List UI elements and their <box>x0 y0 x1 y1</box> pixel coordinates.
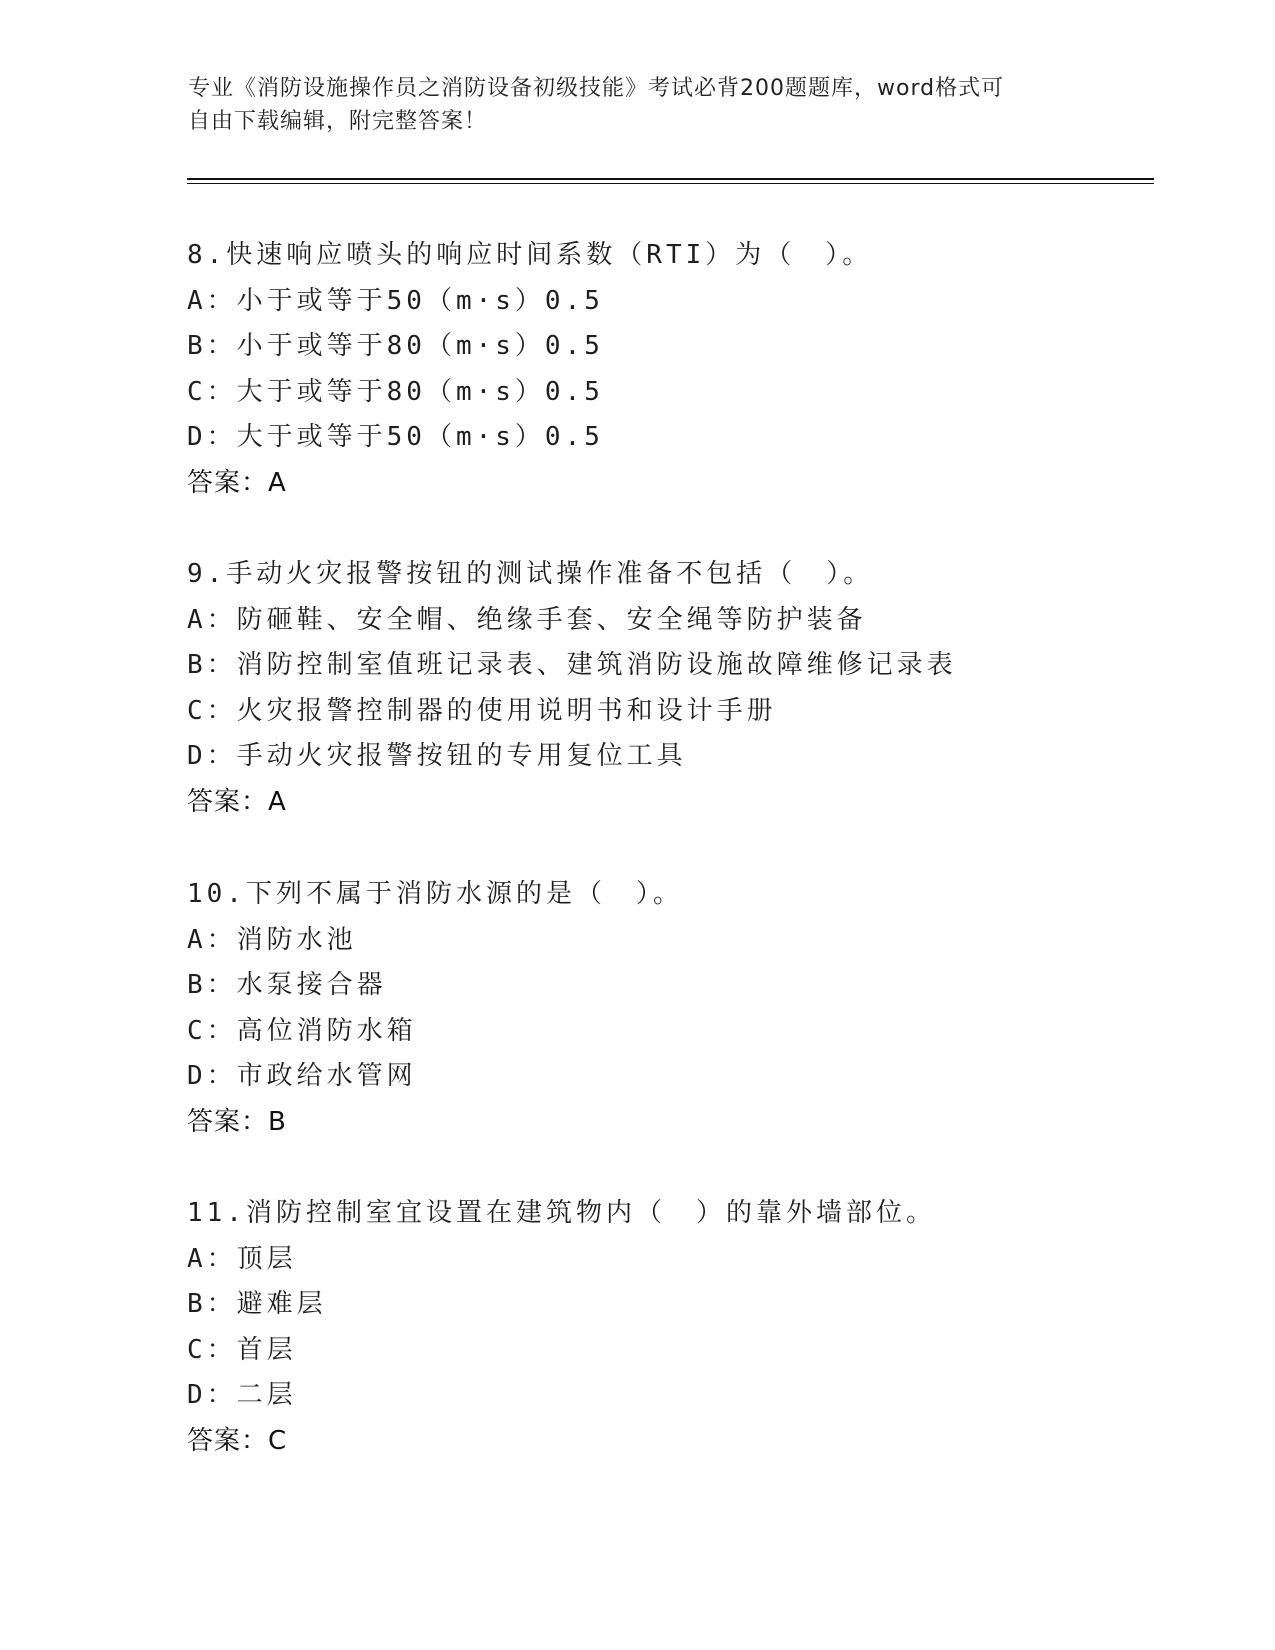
option-b: B：消防控制室值班记录表、建筑消防设施故障维修记录表 <box>187 650 957 680</box>
header-line-2: 自由下载编辑，附完整答案！ <box>188 109 488 134</box>
question-9 <box>187 552 1187 825</box>
option-d: D：手动火灾报警按钮的专用复位工具 <box>187 741 687 771</box>
option-b: B：避难层 <box>187 1289 327 1319</box>
answer-line: 答案：B <box>187 1106 287 1137</box>
option-c: C：火灾报警控制器的使用说明书和设计手册 <box>187 695 777 726</box>
option-d: D：大于或等于50（m·s）0.5 <box>187 422 604 452</box>
header-line-1: 专业《消防设施操作员之消防设备初级技能》考试必背200题题库，word格式可 <box>188 76 1005 101</box>
answer-line: 答案：A <box>187 786 287 817</box>
question-stem: 10.下列不属于消防水源的是（ ）。 <box>187 879 683 909</box>
question-stem: 8.快速响应喷头的响应时间系数（RTI）为（ ）。 <box>187 240 873 270</box>
header-double-rule <box>187 178 1154 184</box>
option-a: A：消防水池 <box>187 924 357 955</box>
question-stem: 11.消防控制室宜设置在建筑物内（ ）的靠外墙部位。 <box>187 1198 936 1228</box>
option-a: A：顶层 <box>187 1243 297 1274</box>
answer-line: 答案：C <box>187 1425 288 1456</box>
option-d: D：二层 <box>187 1380 297 1410</box>
question-8 <box>187 233 1187 506</box>
option-c: C：大于或等于80（m·s）0.5 <box>187 376 604 407</box>
option-a: A：小于或等于50（m·s）0.5 <box>187 285 604 316</box>
option-d: D：市政给水管网 <box>187 1061 417 1091</box>
option-c: C：高位消防水箱 <box>187 1015 417 1046</box>
question-10 <box>187 872 1187 1145</box>
option-a: A：防砸鞋、安全帽、绝缘手套、安全绳等防护装备 <box>187 604 867 635</box>
question-11 <box>187 1191 1187 1464</box>
option-b: B：水泵接合器 <box>187 970 387 1000</box>
option-b: B：小于或等于80（m·s）0.5 <box>187 331 604 361</box>
option-c: C：首层 <box>187 1334 297 1365</box>
question-stem: 9.手动火灾报警按钮的测试操作准备不包括（ ）。 <box>187 559 874 589</box>
document-header <box>188 72 1088 138</box>
answer-line: 答案：A <box>187 467 287 498</box>
